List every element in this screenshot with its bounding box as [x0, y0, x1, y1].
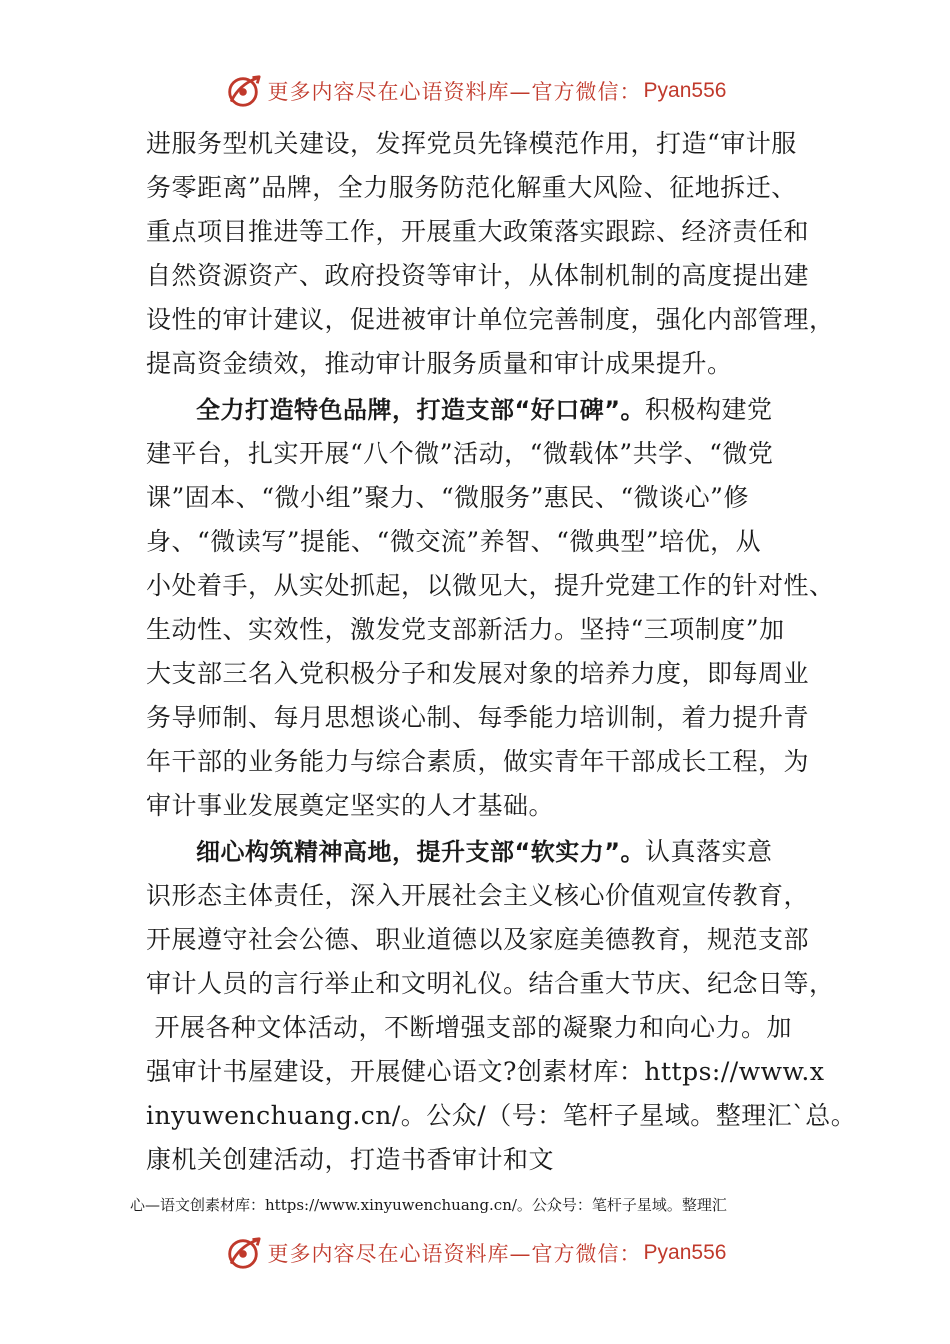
text-line: 生动性、实效性，激发党支部新活力。坚持“三项制度”加 [146, 615, 785, 644]
text-line: 建平台，扎实开展“八个微”活动，“微载体”共学、“微党 [146, 439, 774, 468]
paragraph-2 [146, 388, 835, 828]
paragraph-3 [146, 830, 857, 1182]
header-banner [0, 66, 950, 116]
paragraph-heading: 全力打造特色品牌，打造支部“好口碑”。 [196, 396, 646, 424]
text-line [146, 830, 826, 874]
paragraph-1 [146, 122, 835, 386]
text-line: 开展各种文体活动，不断增强支部的凝聚力和向心力。加 [146, 1013, 792, 1042]
text-span: 积极构建党 [645, 395, 773, 424]
text-line: 提高资金绩效，推动审计服务质量和审计成果提升。 [146, 349, 733, 378]
document-body [146, 122, 857, 1182]
text-line: 身、“微读写”提能、“微交流”养智、“微典型”培优，从 [146, 527, 762, 556]
logo-icon [224, 1234, 262, 1272]
text-line: 识形态主体责任，深入开展社会主义核心价值观宣传教育， [146, 881, 810, 910]
text-line: 进服务型机关建设，发挥党员先锋模范作用，打造“审计服 [146, 129, 797, 158]
text-line: 审计事业发展奠定坚实的人才基础。 [146, 791, 555, 820]
text-line: 小处着手，从实处抓起，以微见大，提升党建工作的针对性、 [146, 571, 835, 600]
text-line: 重点项目推进等工作，开展重大政策落实跟踪、经济责任和 [146, 217, 810, 246]
footer-note: 心—语文创素材库：https://www.xinyuwenchuang.cn/。公众号：笔杆子星域。整理汇 [130, 1196, 727, 1214]
logo-icon [224, 72, 262, 110]
banner-text: 更多内容尽在心语资料库—官方微信： [267, 1242, 642, 1266]
text-line: 审计人员的言行举止和文明礼仪。结合重大节庆、纪念日等， [146, 969, 835, 998]
text-line: 强审计书屋建设，开展健心语文?创素材库：https://www.x [146, 1057, 825, 1086]
text-line: 课”固本、“微小组”聚力、“微服务”惠民、“微谈心”修 [146, 483, 749, 512]
text-span: 认真落实意 [645, 837, 773, 866]
footer-banner [0, 1228, 950, 1278]
text-line: 康机关创建活动，打造书香审计和文 [146, 1145, 555, 1174]
text-line: 大支部三名入党积极分子和发展对象的培养力度，即每周业 [146, 659, 810, 688]
text-line: 年干部的业务能力与综合素质，做实青年干部成长工程，为 [146, 747, 810, 776]
banner-wechat-id: Pyan556 [643, 79, 727, 102]
text-line: 务零距离”品牌，全力服务防范化解重大风险、征地拆迁、 [146, 173, 797, 202]
text-line: 自然资源资产、政府投资等审计，从体制机制的高度提出建 [146, 261, 810, 290]
paragraph-heading: 细心构筑精神高地，提升支部“软实力”。 [196, 838, 646, 866]
text-line: 设性的审计建议，促进被审计单位完善制度，强化内部管理， [146, 305, 835, 334]
banner-wechat-id: Pyan556 [643, 1241, 727, 1264]
text-line: 务导师制、每月思想谈心制、每季能力培训制，着力提升青 [146, 703, 810, 732]
text-line: inyuwenchuang.cn/。公众/（号：笔杆子星域。整理汇`总。 [146, 1101, 857, 1130]
text-line [146, 388, 826, 432]
text-line: 开展遵守社会公德、职业道德以及家庭美德教育，规范支部 [146, 925, 810, 954]
banner-text: 更多内容尽在心语资料库—官方微信： [267, 80, 642, 104]
